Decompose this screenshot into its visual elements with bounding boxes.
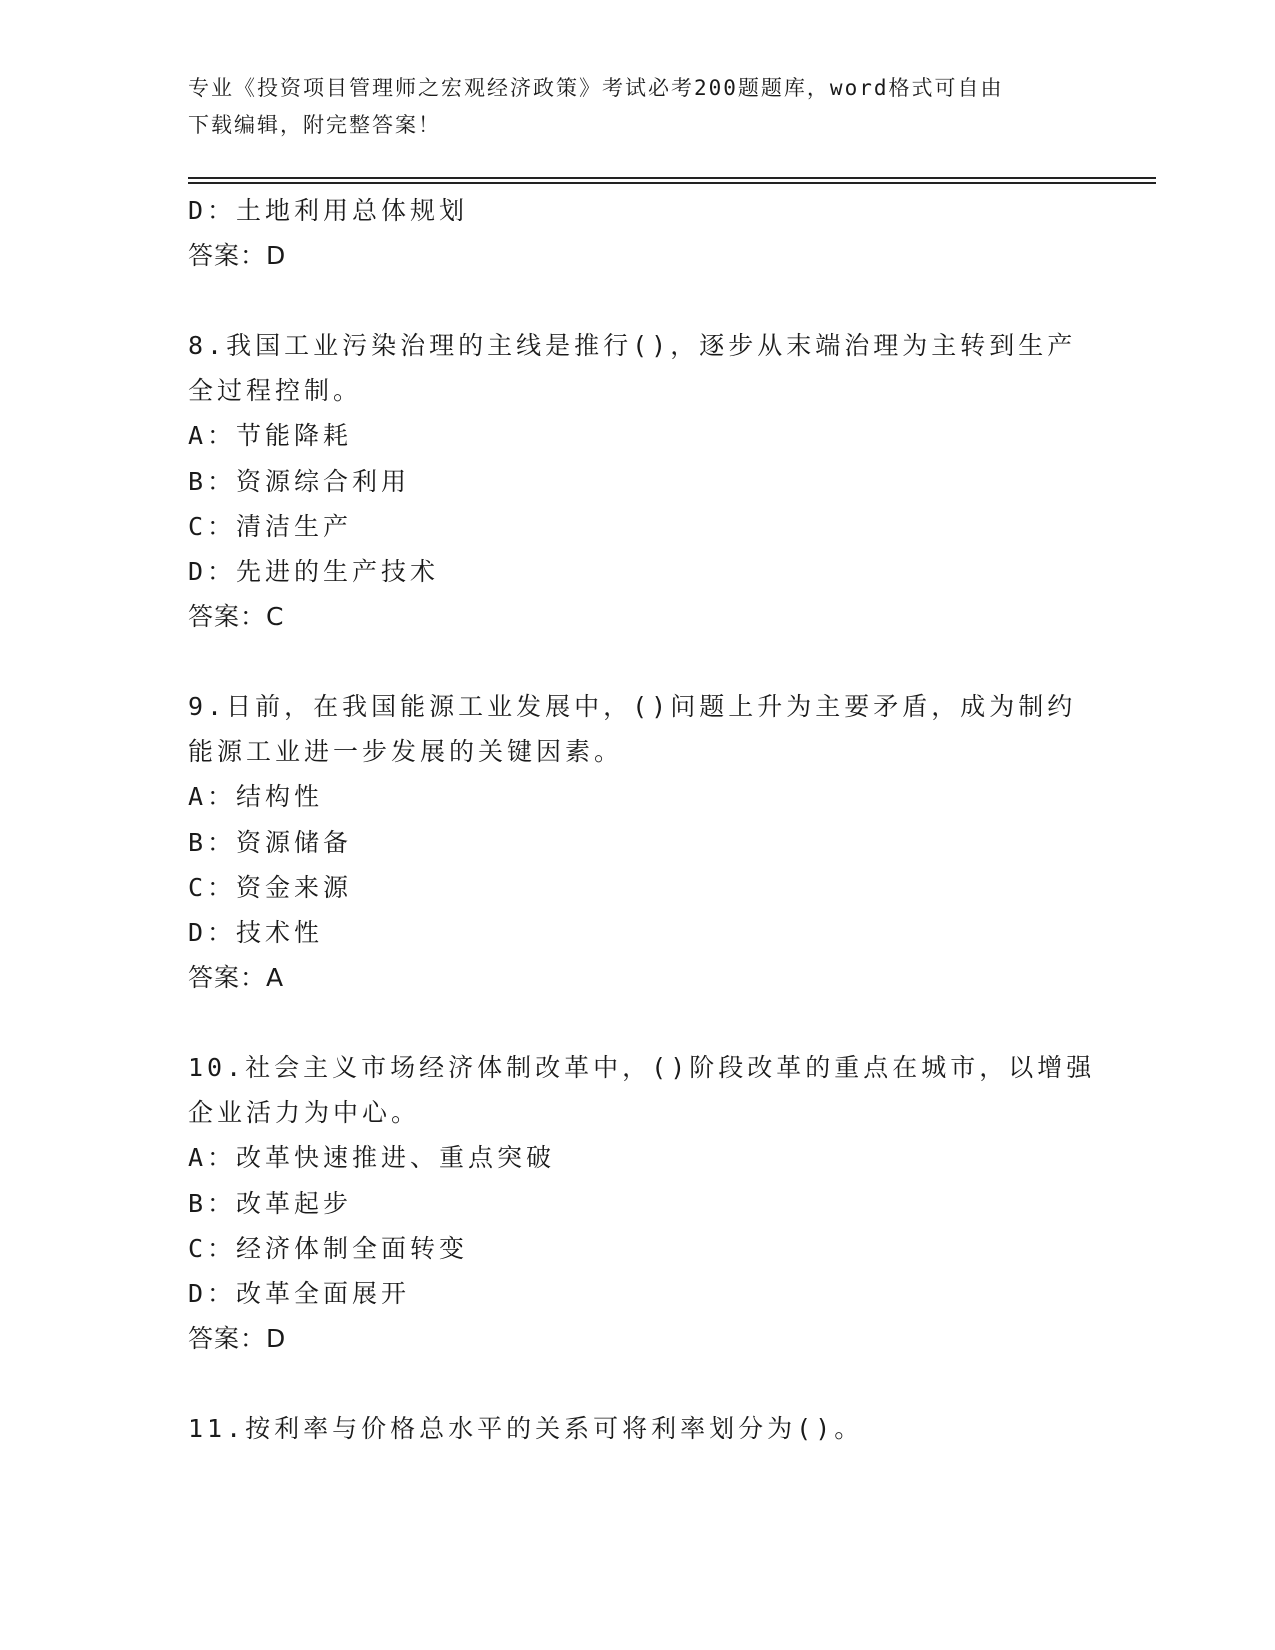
q9-answer: 答案：A xyxy=(188,963,285,992)
q9-stem-line-1: 9.日前，在我国能源工业发展中，()问题上升为主要矛盾，成为制约 xyxy=(188,692,1077,721)
q9-stem-line-2: 能源工业进一步发展的关键因素。 xyxy=(188,737,624,766)
q8-option-d: D：先进的生产技术 xyxy=(188,557,440,586)
q9-option-c: C：资金来源 xyxy=(188,873,353,902)
q8-option-c: C：清洁生产 xyxy=(188,512,353,541)
q7-option-d: D：土地利用总体规划 xyxy=(188,196,469,225)
document-header xyxy=(188,70,1068,144)
q10-stem-line-1: 10.社会主义市场经济体制改革中，()阶段改革的重点在城市，以增强 xyxy=(188,1053,1096,1082)
q10-option-a: A：改革快速推进、重点突破 xyxy=(188,1143,556,1172)
q8-answer: 答案：C xyxy=(188,602,285,631)
header-divider-top xyxy=(188,177,1156,179)
q8-stem-line-1: 8.我国工业污染治理的主线是推行()，逐步从末端治理为主转到生产 xyxy=(188,331,1077,360)
q10-option-b: B：改革起步 xyxy=(188,1189,353,1218)
header-line-2: 下载编辑，附完整答案！ xyxy=(188,113,441,137)
header-divider-bottom xyxy=(188,182,1156,184)
q10-option-d: D：改革全面展开 xyxy=(188,1279,411,1308)
q9-option-d: D：技术性 xyxy=(188,918,324,947)
header-line-1: 专业《投资项目管理师之宏观经济政策》考试必考200题题库，word格式可自由 xyxy=(188,76,1004,100)
q10-answer: 答案：D xyxy=(188,1324,287,1353)
q10-stem-line-2: 企业活力为中心。 xyxy=(188,1098,421,1127)
q8-option-b: B：资源综合利用 xyxy=(188,467,411,496)
q7-answer: 答案：D xyxy=(188,241,287,270)
q10-option-c: C：经济体制全面转变 xyxy=(188,1234,469,1263)
q9-option-a: A：结构性 xyxy=(188,782,324,811)
q8-option-a: A：节能降耗 xyxy=(188,421,353,450)
q8-stem-line-2: 全过程控制。 xyxy=(188,376,363,405)
q9-option-b: B：资源储备 xyxy=(188,828,353,857)
q11-stem-line-1: 11.按利率与价格总水平的关系可将利率划分为()。 xyxy=(188,1414,864,1443)
